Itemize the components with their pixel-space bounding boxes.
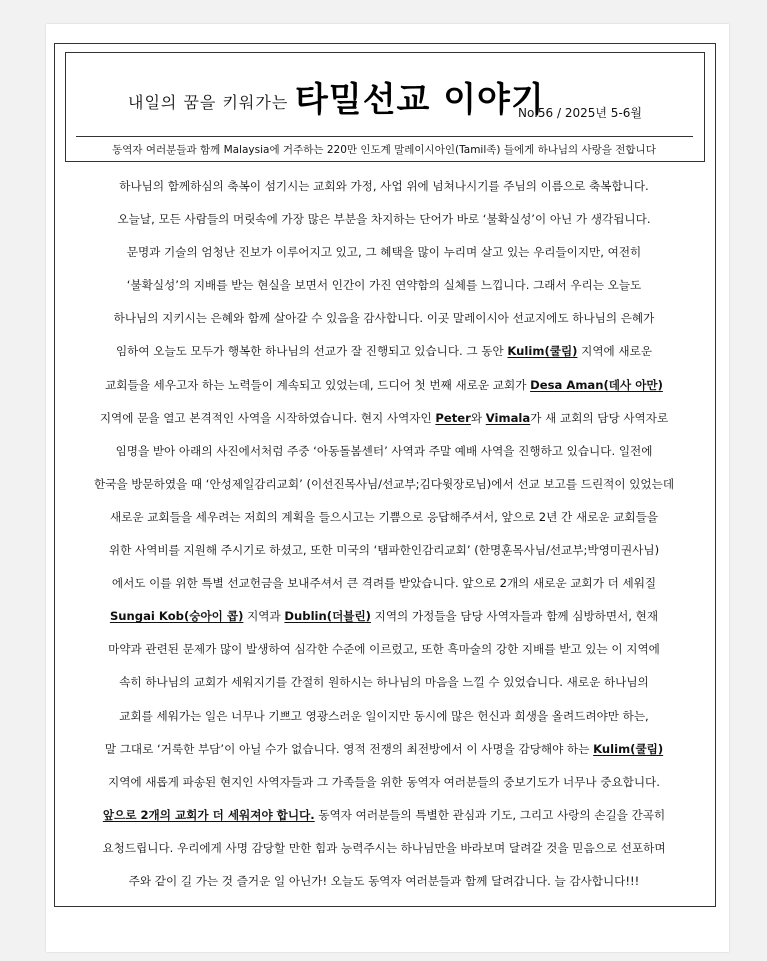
body-line: 한국을 방문하였을 때 ‘안성제일감리교회’ (이선진목사님/선교부;김다윗장로님)에서 선교 보고를 드린적이 있었는데 — [93, 476, 675, 491]
body-text: 지역에 문을 열고 본격적인 사역을 시작하였습니다. 현지 사역자인 — [99, 410, 436, 425]
body-line: 에서도 이를 위한 특별 선교헌금을 보내주셔서 큰 격려를 받았습니다. 앞으로 2개의 새로운 교회가 더 세워질 — [111, 576, 657, 591]
body-text: 지역에 새로운 — [577, 344, 653, 359]
body-text: 동역자 여러분들의 특별한 관심과 기도, 그리고 사랑의 손길을 간곡히 — [314, 807, 666, 822]
body-text: 지역의 가정들을 담당 사역자들과 함께 심방하면서, 현재 — [370, 609, 659, 624]
body-line: 임명을 받아 아래의 사진에서처럼 주중 ‘아동돌봄센터’ 사역과 주말 예배 사역을 진행하고 있습니다. 일전에 — [115, 443, 653, 458]
header-intro: 동역자 여러분들과 함께 Malaysia에 거주하는 220만 인도계 말레이시아인(Tamil족) 들에게 하나님의 사랑을 전합니다 — [112, 144, 656, 156]
body-line: 교회를 세워가는 일은 너무나 기쁘고 영광스러운 일이지만 동시에 많은 헌신과 희생을 올려드려야만 하는, — [119, 708, 649, 723]
worker-name-vimala: Vimala — [485, 410, 531, 425]
body-line: 지역에 새롭게 파송된 현지인 사역자들과 그 가족들을 위한 동역자 여러분들의 중보기도가 너무나 중요합니다. — [108, 774, 660, 789]
place-name-desa-aman: Desa Aman(데사 아만) — [530, 377, 663, 392]
body-text: 임하여 오늘도 모두가 행복한 하나님의 선교가 잘 진행되고 있습니다. 그 동안 — [115, 344, 508, 359]
body-line — [58, 604, 710, 637]
body-text: 가 새 교회의 담당 사역자로 — [530, 410, 669, 425]
body-line: 새로운 교회들을 세우려는 저희의 계획을 들으시고는 기쁨으로 응답해주셔서, 앞으로 2년 간 새로운 교회들을 — [109, 509, 659, 524]
newsletter-body — [58, 174, 710, 902]
place-name-dublin: Dublin(더블린) — [284, 609, 371, 624]
body-text: 지역과 — [243, 609, 285, 624]
place-name-kulim: Kulim(쿨림) — [507, 344, 578, 359]
body-line — [58, 737, 710, 770]
header-divider — [76, 136, 693, 137]
body-line — [58, 803, 710, 836]
place-name-kulim: Kulim(쿨림) — [593, 741, 664, 756]
body-line: ‘불확실성’의 지배를 받는 현실을 보면서 인간이 가진 연약함의 실체를 느낍니다. 그래서 우리는 오늘도 — [126, 278, 642, 293]
body-line: 속히 하나님의 교회가 세워지기를 간절히 원하시는 하나님의 마음을 느낄 수 있었습니다. 새로운 하나님의 — [119, 675, 649, 690]
emphasis-statement: 앞으로 2개의 교회가 더 세워져야 합니다. — [102, 807, 315, 822]
body-line: 주와 같이 길 가는 것 즐거운 일 아닌가! 오늘도 동역자 여러분들과 함께 달려갑니다. 늘 감사합니다!!! — [128, 873, 640, 888]
newsletter-subtitle: 내일의 꿈을 키워가는 — [128, 93, 289, 112]
body-text: 교회들을 세우고자 하는 노력들이 계속되고 있었는데, 드디어 첫 번째 새로운 교회가 — [105, 377, 531, 392]
worker-name-peter: Peter — [435, 410, 471, 425]
body-line — [58, 339, 710, 372]
body-line: 문명과 기술의 엄청난 진보가 이루어지고 있고, 그 혜택을 많이 누리며 살고 있는 우리들이지만, 여전히 — [126, 245, 642, 260]
body-line: 하나님의 지키시는 은혜와 함께 살아갈 수 있음을 감사합니다. 이곳 말레이시아 선교지에도 하나님의 은혜가 — [113, 311, 655, 326]
body-line — [58, 406, 710, 439]
body-line — [58, 373, 710, 406]
newsletter-title: 타밀선교 이야기 — [295, 80, 545, 120]
body-line: 요청드립니다. 우리에게 사명 감당할 만한 힘과 능력주시는 하나님만을 바라보며 달려갈 것을 믿음으로 선포하며 — [102, 840, 666, 855]
body-line: 오늘날, 모든 사람들의 머릿속에 가장 많은 부분을 차지하는 단어가 바로 ‘불확실성’이 아닌 가 생각됩니다. — [117, 212, 651, 227]
place-name-sungai-kob: Sungai Kob(숭아이 콥) — [109, 609, 244, 624]
body-text: 와 — [470, 410, 486, 425]
body-line: 위한 사역비를 지원해 주시기로 하셨고, 또한 미국의 ‘탬파한인감리교회’ (한명훈목사님/선교부;박영미권사님) — [108, 543, 660, 558]
body-line: 마약과 관련된 문제가 많이 발생하여 심각한 수준에 이르렀고, 또한 흑마술의 강한 지배를 받고 있는 이 지역에 — [108, 642, 660, 657]
body-text: 말 그대로 ‘거룩한 부담’이 아닐 수가 없습니다. 영적 전쟁의 최전방에서 이 사명을 감당해야 하는 — [104, 741, 594, 756]
issue-number: No.56 / 2025년 5-6월 — [518, 106, 643, 120]
body-line: 하나님의 함께하심의 축복이 섬기시는 교회와 가정, 사업 위에 넘쳐나시기를 주님의 이름으로 축복합니다. — [119, 179, 649, 193]
